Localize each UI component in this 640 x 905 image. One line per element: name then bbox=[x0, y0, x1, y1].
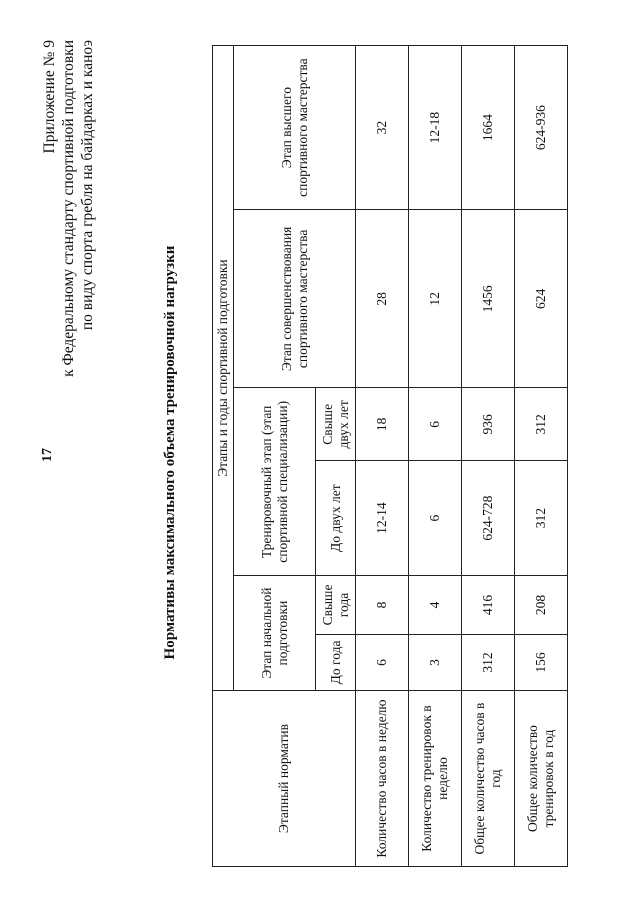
row-label: Общее количество тренировок в год bbox=[515, 691, 568, 867]
table-cell: 6 bbox=[409, 388, 462, 461]
table-cell: 156 bbox=[515, 634, 568, 690]
appendix-header bbox=[40, 40, 97, 377]
table-cell: 28 bbox=[356, 210, 409, 388]
table-row bbox=[515, 46, 568, 867]
table-cell: 1664 bbox=[462, 46, 515, 210]
appendix-sport: по виду спорта гребля на байдарках и каноэ bbox=[79, 40, 96, 331]
table-cell: 12 bbox=[409, 210, 462, 388]
table-row bbox=[462, 46, 515, 867]
appendix-standard: к Федеральному стандарту спортивной подготовки bbox=[60, 40, 77, 377]
table-cell: 12-18 bbox=[409, 46, 462, 210]
table-row bbox=[409, 46, 462, 867]
row-label: Общее количество часов в год bbox=[462, 691, 515, 867]
header-initial-up-to-year: До года bbox=[316, 634, 356, 690]
header-stage-norm: Этапный норматив bbox=[213, 691, 356, 867]
table-cell: 624 bbox=[515, 210, 568, 388]
training-load-table bbox=[212, 45, 568, 867]
table-cell: 936 bbox=[462, 388, 515, 461]
table-cell: 18 bbox=[356, 388, 409, 461]
table-cell: 12-14 bbox=[356, 461, 409, 576]
row-label: Количество часов в неделю bbox=[356, 691, 409, 867]
header-stage-training: Тренировочный этап (этап спортивной специализации) bbox=[234, 388, 316, 576]
table-cell: 3 bbox=[409, 634, 462, 690]
table-cell: 312 bbox=[462, 634, 515, 690]
header-stage-initial: Этап начальной подготовки bbox=[234, 576, 316, 691]
table-cell: 6 bbox=[409, 461, 462, 576]
table-cell: 4 bbox=[409, 576, 462, 635]
table-cell: 416 bbox=[462, 576, 515, 635]
table-row bbox=[356, 46, 409, 867]
table-cell: 208 bbox=[515, 576, 568, 635]
table-cell: 8 bbox=[356, 576, 409, 635]
header-stage-improvement: Этап совершенствования спортивного мастерства bbox=[234, 210, 356, 388]
table-cell: 624-728 bbox=[462, 461, 515, 576]
table-cell: 32 bbox=[356, 46, 409, 210]
row-label: Количество тренировок в неделю bbox=[409, 691, 462, 867]
table-cell: 6 bbox=[356, 634, 409, 690]
document-title: Нормативы максимального объема тренировочной нагрузки bbox=[162, 245, 178, 660]
page-number: 17 bbox=[40, 448, 55, 462]
header-stage-higher: Этап высшего спортивного мастерства bbox=[234, 46, 356, 210]
header-initial-over-year: Свыше года bbox=[316, 576, 356, 635]
header-training-up-to-two-years: До двух лет bbox=[316, 461, 356, 576]
table-cell: 1456 bbox=[462, 210, 515, 388]
header-stages-group: Этапы и годы спортивной подготовки bbox=[213, 46, 234, 691]
table-cell: 312 bbox=[515, 461, 568, 576]
appendix-number: Приложение № 9 bbox=[41, 40, 58, 154]
table-cell: 624-936 bbox=[515, 46, 568, 210]
header-training-over-two-years: Свыше двух лет bbox=[316, 388, 356, 461]
table-cell: 312 bbox=[515, 388, 568, 461]
